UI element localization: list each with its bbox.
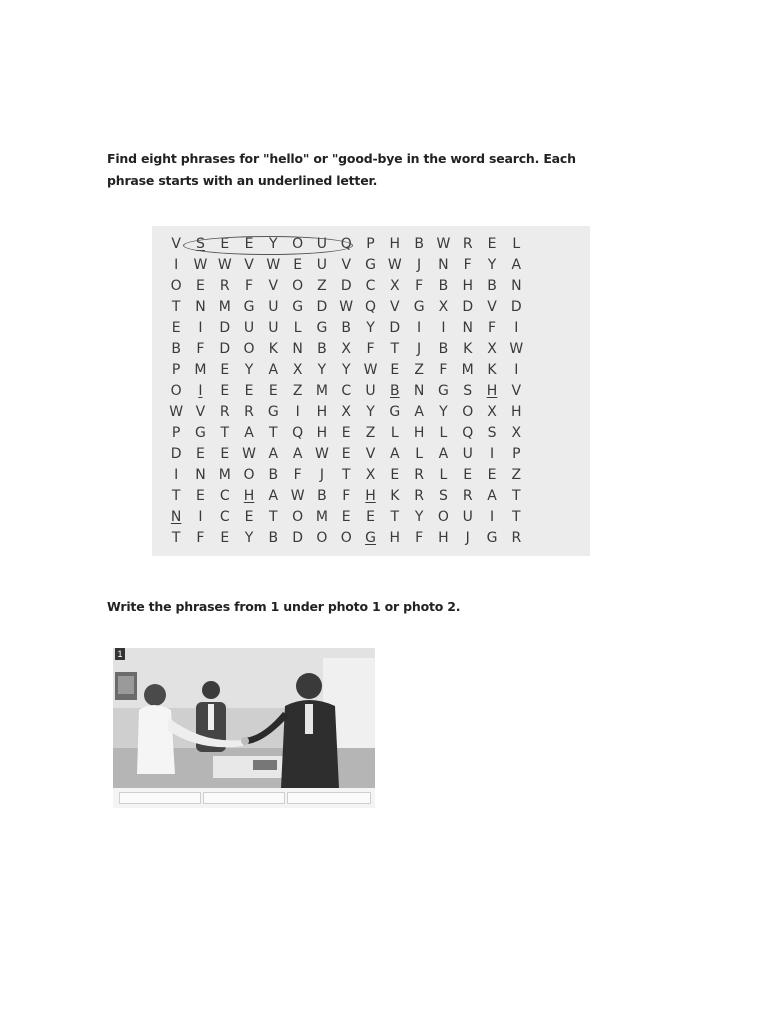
word-search-letter: E xyxy=(220,446,230,462)
word-search-letter: X xyxy=(341,341,352,357)
word-search-letter: A xyxy=(414,404,424,420)
word-search-letter: F xyxy=(415,530,424,546)
word-search-letter: E xyxy=(220,236,230,252)
word-search-letter: Y xyxy=(439,404,448,420)
word-search-letter-underlined: H xyxy=(486,383,498,399)
word-search-letter: Z xyxy=(365,425,376,441)
word-search-row xyxy=(164,255,528,276)
word-search-letter: U xyxy=(462,509,473,525)
word-search-letter: U xyxy=(268,320,279,336)
word-search-letter: I xyxy=(295,404,300,420)
word-search-letter: O xyxy=(243,467,255,483)
word-search-letter: T xyxy=(171,530,181,546)
word-search-letter: V xyxy=(390,299,400,315)
word-search-letter: C xyxy=(365,278,376,294)
word-search-letter: E xyxy=(196,446,205,462)
word-search-letter: E xyxy=(244,383,254,399)
word-search-letter: Y xyxy=(366,320,375,336)
word-search-letter: I xyxy=(174,257,179,273)
word-search-letter: D xyxy=(462,299,474,315)
word-search-letter: D xyxy=(219,320,231,336)
word-search-letter: B xyxy=(414,236,424,252)
word-search-letter: E xyxy=(341,509,351,525)
word-search-letter: F xyxy=(342,488,351,504)
word-search-letter: Y xyxy=(244,530,254,546)
word-search-letter: O xyxy=(437,509,449,525)
word-search-letter: Y xyxy=(341,362,351,378)
word-search-row xyxy=(164,465,528,486)
word-search-letter: M xyxy=(194,362,207,378)
word-search-letter: D xyxy=(292,530,304,546)
word-search-letter: Y xyxy=(366,404,375,420)
word-search-letter: W xyxy=(509,341,524,357)
word-search-letter: T xyxy=(341,467,351,483)
word-search-letter: N xyxy=(195,467,206,483)
word-search-letter: C xyxy=(219,509,230,525)
word-search-letter: O xyxy=(316,530,328,546)
word-search-letter: Z xyxy=(511,467,522,483)
word-search-letter: R xyxy=(462,236,473,252)
word-search-letter: T xyxy=(512,509,521,525)
word-search-letter: S xyxy=(438,488,448,504)
word-search-letter: O xyxy=(243,341,255,357)
word-search-letter: E xyxy=(390,467,400,483)
word-search-letter: Q xyxy=(365,299,377,315)
word-search-letter: N xyxy=(292,341,303,357)
word-search-letter: R xyxy=(219,278,230,294)
word-search-letter-underlined: G xyxy=(365,530,376,546)
word-search-letter: T xyxy=(220,425,230,441)
word-search-letter: O xyxy=(292,236,304,252)
word-search-letter: X xyxy=(390,278,400,294)
word-search-letter-underlined: H xyxy=(365,488,376,504)
word-search-letter: W xyxy=(217,257,232,273)
word-search-letter: Z xyxy=(414,362,424,378)
word-search-letter: B xyxy=(438,341,449,357)
word-search-letter: F xyxy=(463,257,472,273)
word-search-letter-underlined: I xyxy=(198,383,203,399)
word-search-letter: T xyxy=(171,299,181,315)
word-search-row xyxy=(164,297,528,318)
word-search-letter: E xyxy=(244,509,254,525)
word-search-letter: P xyxy=(512,446,521,462)
word-search-letter: E xyxy=(341,446,351,462)
word-search-letter: O xyxy=(292,278,304,294)
word-search-row xyxy=(164,276,528,297)
word-search-letter: G xyxy=(195,425,206,441)
word-search-row xyxy=(164,528,528,549)
word-search-row xyxy=(164,381,528,402)
word-search-letter-underlined: S xyxy=(196,236,205,252)
word-search-letter: X xyxy=(511,425,522,441)
word-search-letter: G xyxy=(413,299,425,315)
word-search-letter: S xyxy=(487,425,497,441)
word-search-letter: B xyxy=(317,488,327,504)
word-search-letter: Z xyxy=(317,278,327,294)
word-search-letter: I xyxy=(174,467,179,483)
word-search-letter: D xyxy=(389,320,401,336)
word-search-letter: X xyxy=(365,467,376,483)
word-search-letter-underlined: N xyxy=(170,509,182,525)
word-search-row xyxy=(164,507,528,528)
word-search-letter: D xyxy=(340,278,352,294)
word-search-letter: K xyxy=(390,488,400,504)
word-search-letter: Q xyxy=(292,425,304,441)
word-search-letter: H xyxy=(413,425,425,441)
word-search-letter: A xyxy=(438,446,449,462)
word-search-letter: G xyxy=(437,383,449,399)
word-search-letter: H xyxy=(389,236,401,252)
word-search-letter: W xyxy=(436,236,451,252)
word-search-letter: A xyxy=(268,362,279,378)
word-search-letter: W xyxy=(387,257,402,273)
word-search-letter: P xyxy=(366,236,375,252)
word-search-letter: U xyxy=(243,320,255,336)
word-search-letter: H xyxy=(389,530,401,546)
word-search-letter: X xyxy=(292,362,303,378)
word-search-letter: V xyxy=(487,299,497,315)
word-search-letter: T xyxy=(390,341,400,357)
word-search-letter: B xyxy=(487,278,497,294)
word-search-letter: N xyxy=(413,383,425,399)
word-search-letter: Y xyxy=(487,257,497,273)
word-search-letter: F xyxy=(439,362,448,378)
word-search-letter: O xyxy=(170,278,182,294)
photo-number-badge: 1 xyxy=(115,648,125,660)
word-search-letter: J xyxy=(319,467,324,483)
word-search-letter: A xyxy=(268,488,279,504)
word-search-letter: I xyxy=(417,320,422,336)
word-search-letter: E xyxy=(196,278,205,294)
word-search-letter: W xyxy=(315,446,329,462)
word-search-letter: A xyxy=(487,488,497,504)
word-search-letter: W xyxy=(193,257,208,273)
word-search-row xyxy=(164,402,528,423)
word-search-row xyxy=(164,318,528,339)
word-search-letter: B xyxy=(317,341,327,357)
word-search-letter: U xyxy=(268,299,279,315)
word-search-letter: F xyxy=(366,341,375,357)
word-search-letter: V xyxy=(171,236,181,252)
word-search-letter: A xyxy=(292,446,303,462)
word-search-letter: I xyxy=(489,446,495,462)
word-search-letter: B xyxy=(268,530,279,546)
word-search-letter: F xyxy=(196,341,205,357)
word-search-letter: C xyxy=(341,383,352,399)
word-search-letter: A xyxy=(244,425,254,441)
word-search-letter: N xyxy=(195,299,206,315)
word-search-letter: T xyxy=(512,488,521,504)
word-search-letter: F xyxy=(196,530,205,546)
word-search-row xyxy=(164,486,528,507)
word-search-letter: Y xyxy=(269,236,278,252)
word-search-letter-underlined: B xyxy=(390,383,400,399)
word-search-letter: H xyxy=(462,278,473,294)
word-search-letter: X xyxy=(438,299,449,315)
word-search-letter: L xyxy=(415,446,424,462)
word-search-letter: Y xyxy=(244,362,254,378)
word-search-letter: Q xyxy=(340,236,352,252)
word-search-letter: S xyxy=(463,383,473,399)
word-search-row xyxy=(164,360,528,381)
word-search-letter: K xyxy=(268,341,278,357)
word-search-letter: E xyxy=(268,383,278,399)
word-search-row xyxy=(164,444,528,465)
word-search-letter: G xyxy=(292,299,304,315)
word-search-letter: X xyxy=(487,404,497,420)
word-search-letter: I xyxy=(514,320,519,336)
word-search-letter: L xyxy=(390,425,399,441)
word-search-letters xyxy=(164,234,528,549)
word-search-letter: E xyxy=(244,236,254,252)
word-search-letter: U xyxy=(316,236,328,252)
word-search-letter: R xyxy=(219,404,230,420)
word-search-letter: W xyxy=(169,404,184,420)
word-search-letter: E xyxy=(341,425,351,441)
word-search-letter: E xyxy=(293,257,303,273)
word-search-letter: O xyxy=(170,383,182,399)
word-search-letter: W xyxy=(363,362,378,378)
word-search-letter: X xyxy=(341,404,352,420)
word-search-letter: Q xyxy=(462,425,474,441)
word-search-letter: M xyxy=(461,362,474,378)
word-search-letter: N xyxy=(511,278,522,294)
word-search-letter: L xyxy=(293,320,302,336)
word-search-letter: D xyxy=(510,299,522,315)
word-search-letter: E xyxy=(220,530,230,546)
word-search-letter: E xyxy=(487,236,497,252)
word-search-letter: N xyxy=(438,257,449,273)
word-search-letter: V xyxy=(365,446,376,462)
word-search-letter: L xyxy=(439,467,448,483)
word-search-letter: J xyxy=(417,341,422,357)
word-search-letter: W xyxy=(266,257,281,273)
word-search-letter: R xyxy=(414,467,424,483)
word-search-letter: P xyxy=(171,425,181,441)
word-search-letter: H xyxy=(438,530,449,546)
word-search-letter: D xyxy=(316,299,328,315)
word-search-letter-underlined: H xyxy=(243,488,255,504)
word-search-letter: E xyxy=(366,509,375,525)
word-search-letter: U xyxy=(365,383,376,399)
word-search-letter: E xyxy=(171,320,181,336)
word-search-letter: W xyxy=(290,488,305,504)
word-search-letter: H xyxy=(316,425,328,441)
word-search-letter: M xyxy=(315,509,328,525)
photo-caption-lines xyxy=(113,788,375,808)
word-search-letter: B xyxy=(268,467,279,483)
word-search-letter: I xyxy=(198,509,203,525)
word-search-letter: G xyxy=(365,257,376,273)
word-search-letter: I xyxy=(441,320,446,336)
word-search-letter: G xyxy=(243,299,255,315)
word-search-letter: Y xyxy=(414,509,424,525)
word-search-letter: R xyxy=(414,488,424,504)
word-search-letter: F xyxy=(245,278,254,294)
word-search-letter: R xyxy=(462,488,473,504)
word-search-letter: V xyxy=(268,278,279,294)
word-search-letter: E xyxy=(220,362,230,378)
word-search-letter: O xyxy=(292,509,304,525)
word-search-letter: T xyxy=(269,509,278,525)
word-search-letter: F xyxy=(293,467,302,483)
word-search-letter: G xyxy=(486,530,498,546)
word-search-grid xyxy=(152,226,590,556)
word-search-letter: T xyxy=(171,488,181,504)
word-search-letter: O xyxy=(462,404,474,420)
word-search-letter: B xyxy=(341,320,352,336)
circled-phrase-see-you xyxy=(183,236,353,255)
photo-handshake xyxy=(113,648,375,788)
word-search-letter: E xyxy=(463,467,473,483)
word-search-letter: H xyxy=(511,404,522,420)
word-search-letter: A xyxy=(511,257,522,273)
instruction-find-phrases: Find eight phrases for "hello" or "good-bye in the word search. Each phrase starts with an underlined letter. xyxy=(107,151,576,188)
word-search-letter: K xyxy=(463,341,473,357)
word-search-letter: B xyxy=(438,278,449,294)
word-search-letter: L xyxy=(439,425,448,441)
word-search-letter: G xyxy=(316,320,328,336)
word-search-letter: U xyxy=(462,446,473,462)
word-search-letter: M xyxy=(218,467,231,483)
word-search-letter: E xyxy=(196,488,205,504)
word-search-letter: F xyxy=(487,320,497,336)
word-search-letter: V xyxy=(195,404,206,420)
instruction-write-phrases: Write the phrases from 1 under photo 1 or photo 2. xyxy=(107,599,461,614)
word-search-letter: E xyxy=(487,467,497,483)
word-search-letter: T xyxy=(269,425,278,441)
word-search-letter: Y xyxy=(317,362,327,378)
word-search-letter: V xyxy=(341,257,352,273)
word-search-letter: P xyxy=(171,362,181,378)
word-search-letter: I xyxy=(198,320,203,336)
word-search-letter: J xyxy=(417,257,422,273)
word-search-letter: M xyxy=(315,383,328,399)
word-search-letter: W xyxy=(242,446,256,462)
word-search-letter: H xyxy=(316,404,328,420)
word-search-letter: R xyxy=(244,404,254,420)
word-search-letter: A xyxy=(268,446,279,462)
word-search-letter: G xyxy=(389,404,401,420)
word-search-letter: A xyxy=(390,446,400,462)
word-search-letter: V xyxy=(511,383,522,399)
word-search-letter: D xyxy=(219,341,231,357)
word-search-letter: B xyxy=(171,341,181,357)
word-search-letter: O xyxy=(340,530,352,546)
word-search-letter: T xyxy=(390,509,400,525)
word-search-letter: V xyxy=(244,257,254,273)
word-search-letter: E xyxy=(390,362,400,378)
word-search-letter: L xyxy=(512,236,521,252)
word-search-letter: E xyxy=(220,383,230,399)
word-search-letter: K xyxy=(487,362,497,378)
word-search-letter: X xyxy=(487,341,497,357)
word-search-row xyxy=(164,339,528,360)
word-search-letter: U xyxy=(316,257,328,273)
word-search-letter: D xyxy=(170,446,182,462)
word-search-letter: M xyxy=(218,299,231,315)
word-search-letter: C xyxy=(219,488,230,504)
word-search-letter: G xyxy=(267,404,279,420)
word-search-letter: I xyxy=(489,509,495,525)
word-search-letter: I xyxy=(514,362,519,378)
word-search-letter: R xyxy=(511,530,522,546)
word-search-letter: N xyxy=(462,320,473,336)
word-search-row xyxy=(164,423,528,444)
word-search-letter: F xyxy=(415,278,424,294)
word-search-letter: J xyxy=(465,530,470,546)
word-search-letter: W xyxy=(339,299,354,315)
word-search-letter: Z xyxy=(292,383,303,399)
